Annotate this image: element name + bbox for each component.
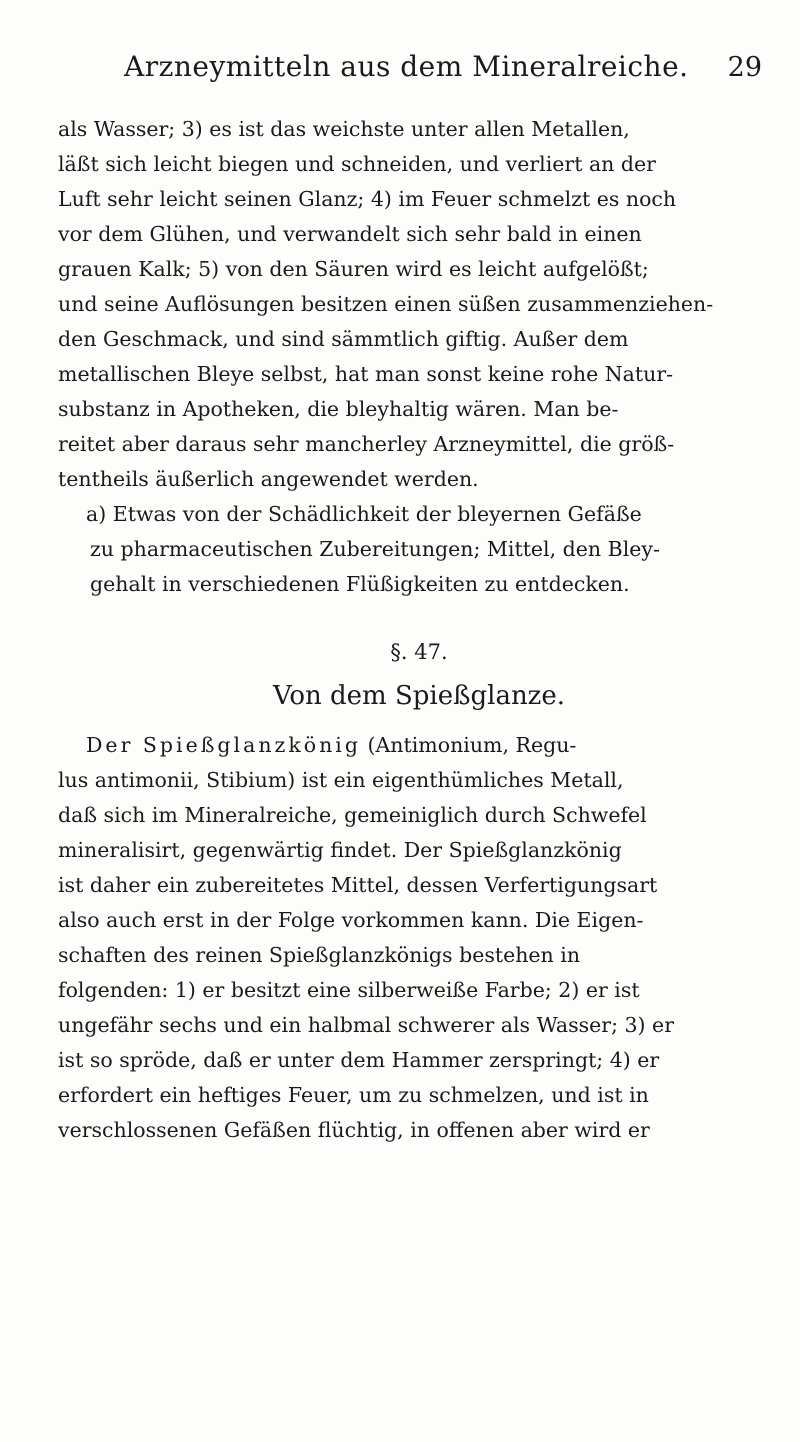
text-line: lus antimonii, Stibium) ist ein eigenthümliches Metall, [58, 768, 624, 792]
text-line: ungefähr sechs und ein halbmal schwerer als Wasser; 3) er [58, 1013, 674, 1037]
note-line: a) Etwas von der Schädlichkeit der bleyernen Gefäße [86, 502, 642, 526]
text-line: schaften des reinen Spießglanzkönigs bestehen in [58, 943, 581, 967]
section-number: §. 47. [390, 640, 448, 664]
section-title: Von dem Spießglanze. [272, 681, 566, 711]
text-line: vor dem Glühen, und verwandelt sich sehr bald in einen [58, 222, 642, 246]
spacer [58, 602, 780, 632]
text-line: den Geschmack, und sind sämmtlich giftig. Außer dem [58, 327, 629, 351]
text-line: als Wasser; 3) es ist das weichste unter allen Metallen, [58, 117, 630, 141]
text-line: Luft sehr leicht seinen Glanz; 4) im Feuer schmelzt es noch [58, 187, 677, 211]
text-line: und seine Auflösungen besitzen einen süßen zusammenziehen- [58, 292, 714, 316]
text-line: verschlossenen Gefäßen flüchtig, in offenen aber wird er [58, 1118, 650, 1142]
text-line: metallischen Bleye selbst, hat man sonst keine rohe Natur- [58, 362, 674, 386]
text-line: mineralisirt, gegenwärtig findet. Der Spießglanzkönig [58, 838, 622, 862]
text-line: tentheils äußerlich angewendet werden. [58, 467, 479, 491]
paragraph-antimony [58, 728, 780, 1148]
text-line: substanz in Apotheken, die bleyhaltig wären. Man be- [58, 397, 619, 421]
footnote-a [58, 497, 780, 602]
lead-term: Der Spießglanzkönig [86, 733, 361, 757]
text-line: daß sich im Mineralreiche, gemeiniglich durch Schwefel [58, 803, 647, 827]
note-line: gehalt in verschiedenen Flüßigkeiten zu entdecken. [90, 572, 630, 596]
text-line: grauen Kalk; 5) von den Säuren wird es leicht aufgelößt; [58, 257, 649, 281]
text-line: läßt sich leicht biegen und schneiden, und verliert an der [58, 152, 656, 176]
text-line: erfordert ein heftiges Feuer, um zu schmelzen, und ist in [58, 1083, 649, 1107]
page-header [0, 44, 800, 104]
body-text [58, 112, 780, 1148]
text-line [58, 728, 780, 763]
page-number: 29 [727, 52, 762, 83]
running-title: Arzneymitteln aus dem Mineralreiche. [124, 50, 689, 83]
lead-term-rest: (Antimonium, Regu- [360, 733, 577, 757]
text-line: reitet aber daraus sehr mancherley Arzneymittel, die größ- [58, 432, 675, 456]
note-line: zu pharmaceutischen Zubereitungen; Mittel, den Bley- [90, 537, 660, 561]
paragraph-lead [58, 112, 780, 497]
text-line: folgenden: 1) er besitzt eine silberweiße Farbe; 2) er ist [58, 978, 640, 1002]
text-line: also auch erst in der Folge vorkommen kann. Die Eigen- [58, 908, 644, 932]
text-line: ist daher ein zubereitetes Mittel, dessen Verfertigungsart [58, 873, 658, 897]
text-line: ist so spröde, daß er unter dem Hammer zerspringt; 4) er [58, 1048, 660, 1072]
